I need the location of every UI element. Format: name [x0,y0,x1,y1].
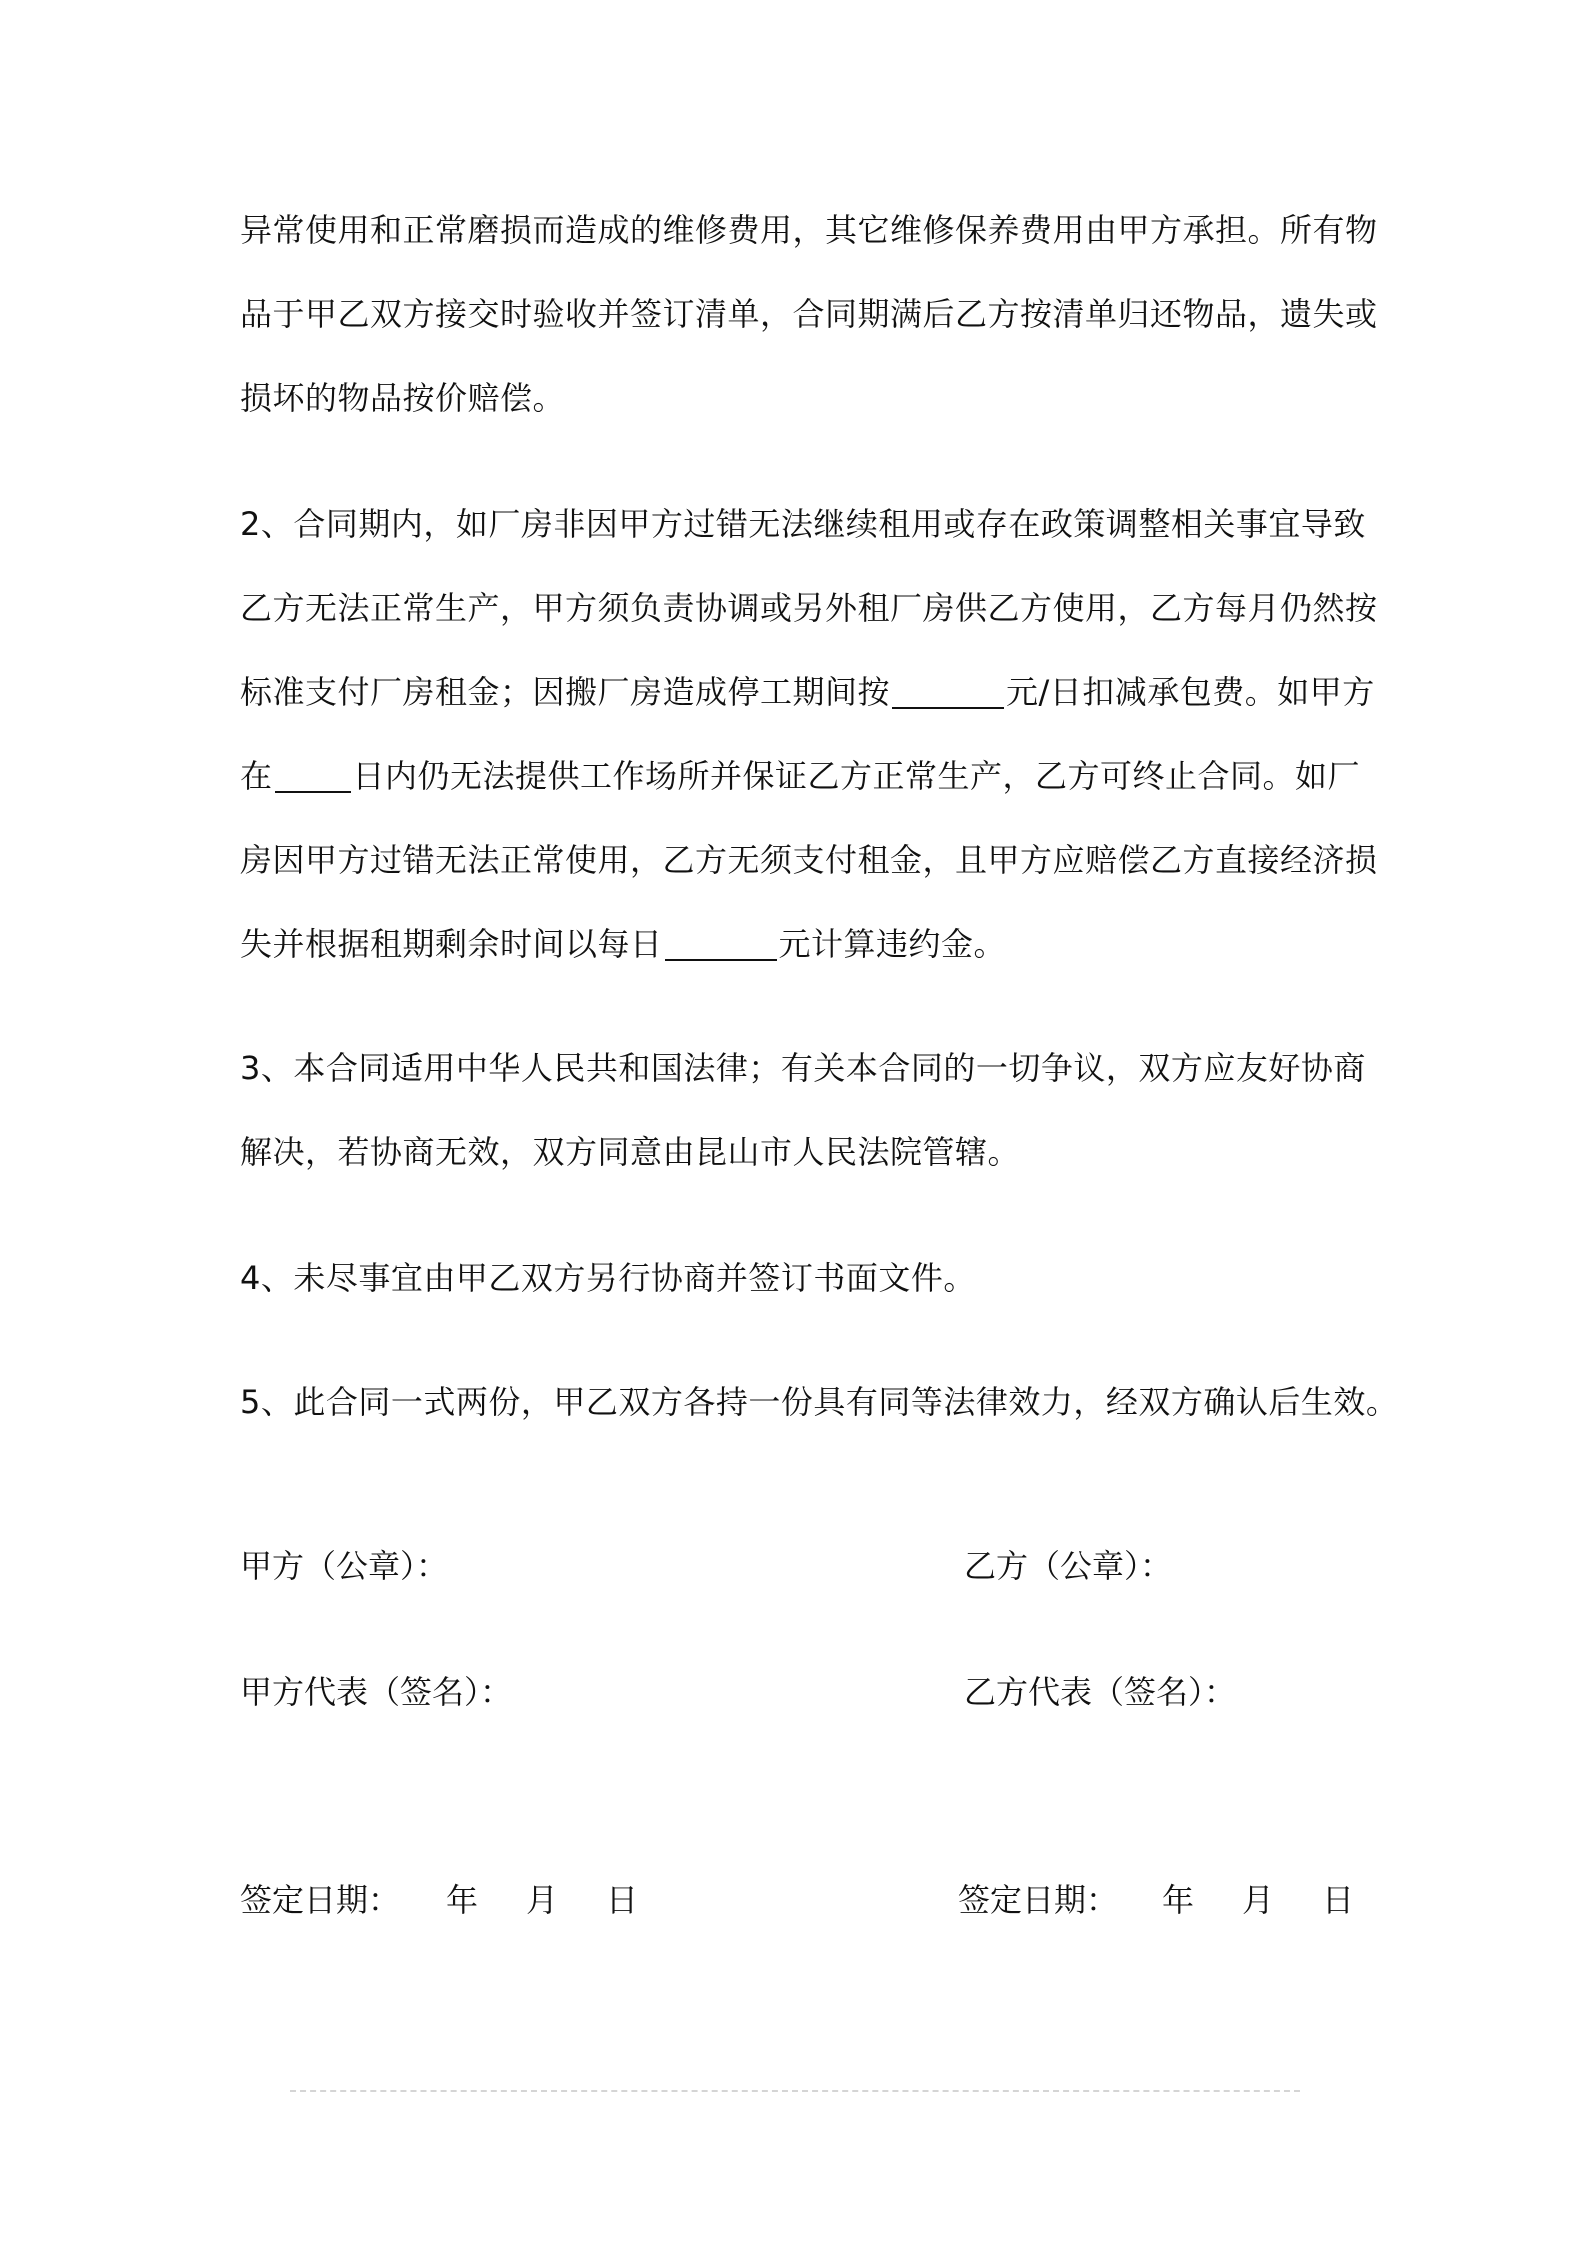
party-a-seal-label: 甲方（公章）： [240,1547,449,1585]
date-label: 签定日期： [240,1881,401,1919]
text-segment: 标准支付厂房租金；因搬厂房造成停工期间按 [240,673,891,711]
fill-in-blank[interactable] [275,751,351,793]
party-a-signing-date [240,1880,660,1920]
text-segment: 元计算违约金。 [778,925,1007,963]
month-label: 月 [1242,1881,1275,1919]
text-segment: 元/日扣减承包费。如甲方 [1006,673,1375,711]
text-line: 乙方无法正常生产，甲方须负责协调或另外租厂房供乙方使用，乙方每月仍然按 [240,589,1378,627]
page-break-divider [290,2090,1300,2092]
text-line: 5、此合同一式两份，甲乙双方各持一份具有同等法律效力，经双方确认后生效。 [240,1383,1399,1421]
text-line: 品于甲乙双方接交时验收并签订清单，合同期满后乙方按清单归还物品，遗失或 [240,295,1378,333]
fill-in-blank[interactable] [665,919,777,961]
text-line: 异常使用和正常磨损而造成的维修费用，其它维修保养费用由甲方承担。所有物 [240,211,1378,249]
day-label: 日 [606,1881,639,1919]
party-b-seal-label: 乙方（公章）： [964,1547,1173,1585]
text-line: 房因甲方过错无法正常使用，乙方无须支付租金，且甲方应赔偿乙方直接经济损 [240,841,1378,879]
text-line: 解决，若协商无效，双方同意由昆山市人民法院管辖。 [240,1133,1021,1171]
text-line-with-blank [240,734,1360,818]
party-b-representative-label: 乙方代表（签名）： [964,1673,1237,1711]
year-label: 年 [1162,1881,1195,1919]
text-line: 损坏的物品按价赔偿。 [240,379,566,417]
text-line: 2、合同期内，如厂房非因甲方过错无法继续租用或存在政策调整相关事宜导致 [240,505,1366,543]
text-line: 4、未尽事宜由甲乙双方另行协商并签订书面文件。 [240,1259,976,1297]
clause-2 [240,482,1378,986]
party-b-signing-date [958,1880,1378,1920]
clause-4 [240,1236,1360,1320]
text-segment: 在 [240,757,273,795]
text-line-with-blank [240,650,1375,734]
clause-3 [240,1026,1366,1194]
clause-1-continuation [240,188,1378,440]
date-label: 签定日期： [958,1881,1119,1919]
text-line-with-blank [240,902,1360,986]
text-segment: 失并根据租期剩余时间以每日 [240,925,663,963]
text-line: 3、本合同适用中华人民共和国法律；有关本合同的一切争议，双方应友好协商 [240,1049,1366,1087]
day-label: 日 [1322,1881,1355,1919]
month-label: 月 [526,1881,559,1919]
fill-in-blank[interactable] [892,667,1004,709]
party-a-representative-label: 甲方代表（签名）： [240,1673,513,1711]
clause-5 [240,1360,1399,1444]
text-segment: 日内仍无法提供工作场所并保证乙方正常生产，乙方可终止合同。如厂 [352,757,1361,795]
year-label: 年 [446,1881,479,1919]
